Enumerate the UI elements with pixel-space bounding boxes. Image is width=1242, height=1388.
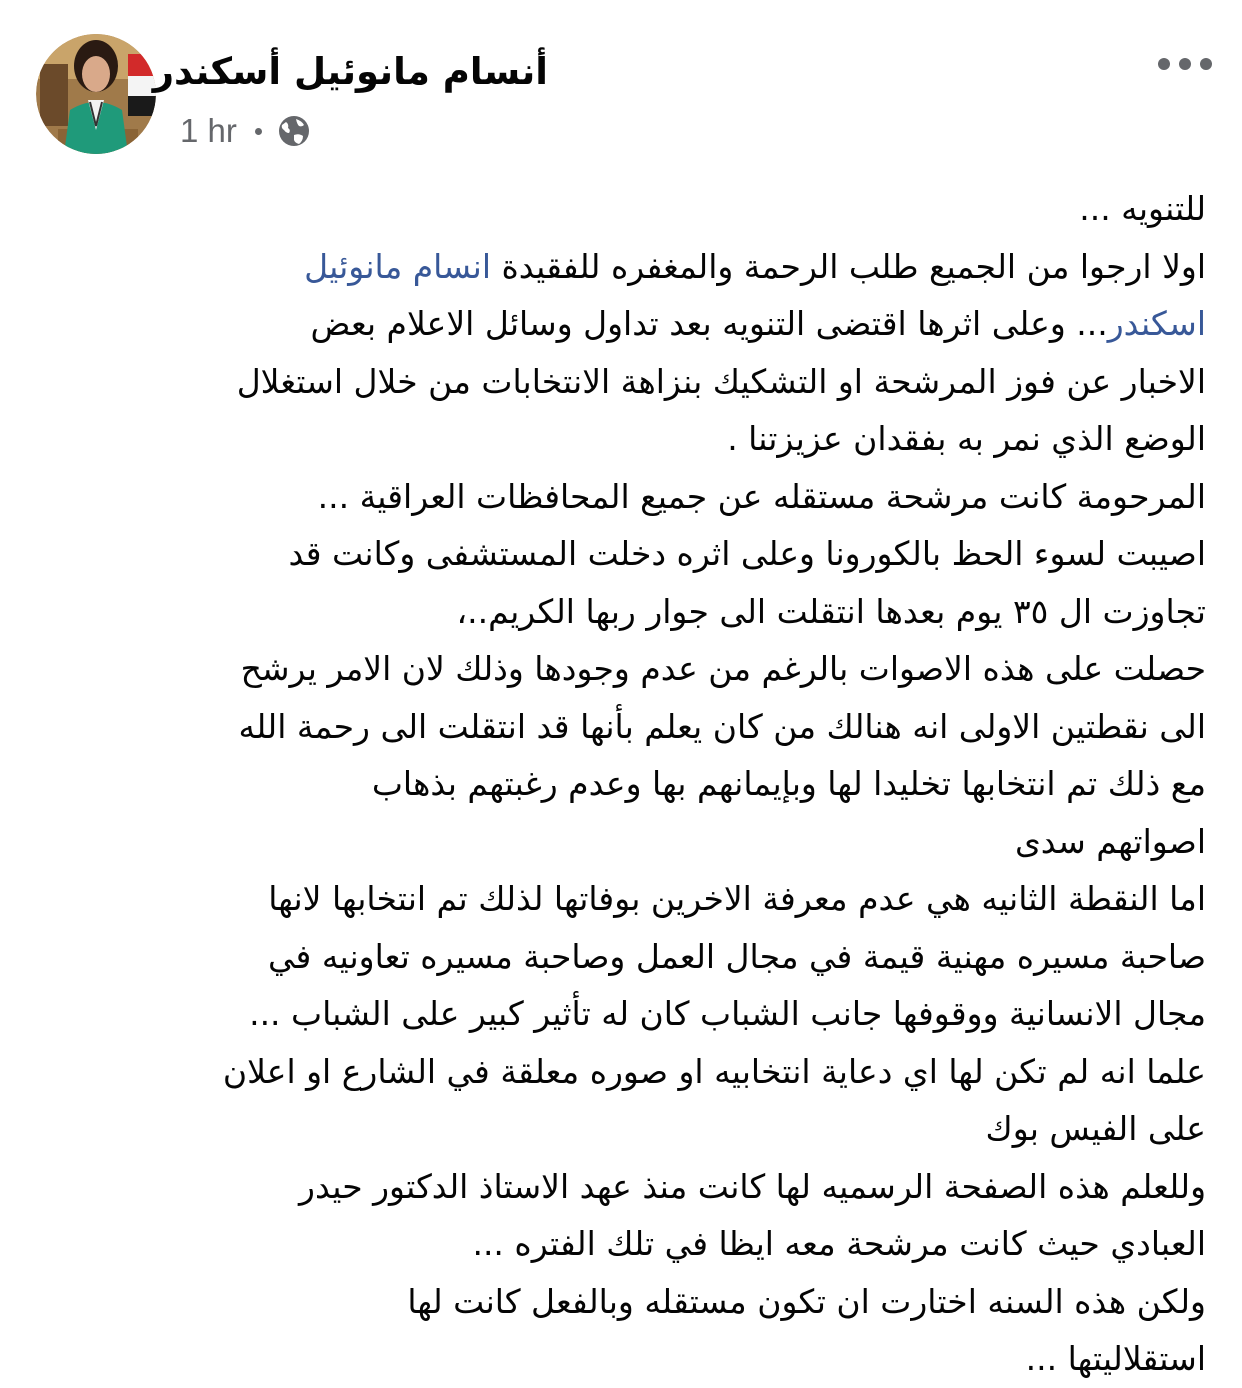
post-line: مجال الانسانية ووقوفها جانب الشباب كان له تأثير كبير على الشباب ... (249, 994, 1206, 1033)
post-line: اصيبت لسوء الحظ بالكورونا وعلى اثره دخلت المستشفى وكانت قد (288, 534, 1206, 573)
post-line: ... وعلى اثرها اقتضى التنويه بعد تداول وسائل الاعلام بعض (310, 304, 1108, 343)
post-line: اولا ارجوا من الجميع طلب الرحمة والمغفره للفقيدة (491, 246, 1206, 286)
author-avatar[interactable] (36, 34, 156, 154)
post-line: حصلت على هذه الاصوات بالرغم من عدم وجودها وذلك لان الامر يرشح (240, 649, 1206, 688)
post-line-with-mention (31, 238, 1206, 296)
post-line: مع ذلك تم انتخابها تخليدا لها وبإيمانهم بها وعدم رغبتهم بذهاب (371, 764, 1206, 803)
post-meta (180, 108, 312, 154)
post-timestamp[interactable]: 1 hr (180, 112, 237, 149)
avatar-image (36, 34, 156, 154)
post-line: الوضع الذي نمر به بفقدان عزيزتنا . (727, 419, 1206, 458)
post-line: الاخبار عن فوز المرشحة او التشكيك بنزاهة الانتخابات من خلال استغلال (236, 361, 1206, 401)
mention-link[interactable]: انسام مانوئيل (304, 246, 492, 286)
post-line: وللعلم هذه الصفحة الرسميه لها كانت منذ عهد الاستاذ الدكتور حيدر (299, 1166, 1206, 1206)
post-line: تجاوزت ال ٣٥ يوم بعدها انتقلت الى جوار ربها الكريم..، (456, 591, 1206, 631)
post-line-with-mention (31, 295, 1206, 353)
post-line: العبادي حيث كانت مرشحة معه ايظا في تلك الفتره ... (472, 1224, 1206, 1263)
globe-icon[interactable] (276, 113, 312, 149)
author-name[interactable]: أنسام مانوئيل أسكندر (152, 50, 548, 93)
post-line: علما انه لم تكن لها اي دعاية انتخابيه او صوره معلقة في الشارع او اعلان (222, 1051, 1206, 1091)
more-options-button[interactable] (1150, 46, 1220, 82)
post-line: استقلاليتها ... (1025, 1339, 1206, 1378)
more-options-icon (1157, 57, 1213, 71)
mention-link[interactable]: اسكندر (1107, 304, 1206, 343)
post-line: المرحومة كانت مرشحة مستقله عن جميع المحافظات العراقية ... (317, 476, 1206, 516)
post-line: الى نقطتين الاولى انه هنالك من كان يعلم بأنها قد انتقلت الى رحمة الله (238, 706, 1206, 746)
post-line: اما النقطة الثانيه هي عدم معرفة الاخرين بوفاتها لذلك تم انتخابها لانها (268, 879, 1206, 918)
post-header (0, 0, 1242, 170)
post-line: على الفيس بوك (985, 1109, 1206, 1148)
post-line: للتنويه ... (1079, 189, 1206, 228)
post-line: صاحبة مسيره مهنية قيمة في مجال العمل وصاحبة مسيره تعاونيه في (268, 936, 1206, 976)
separator-dot (255, 128, 262, 135)
post-line: ولكن هذه السنه اختارت ان تكون مستقله وبالفعل كانت لها (407, 1281, 1206, 1321)
post-body (31, 180, 1206, 1388)
post-line: اصواتهم سدى (1014, 821, 1206, 861)
